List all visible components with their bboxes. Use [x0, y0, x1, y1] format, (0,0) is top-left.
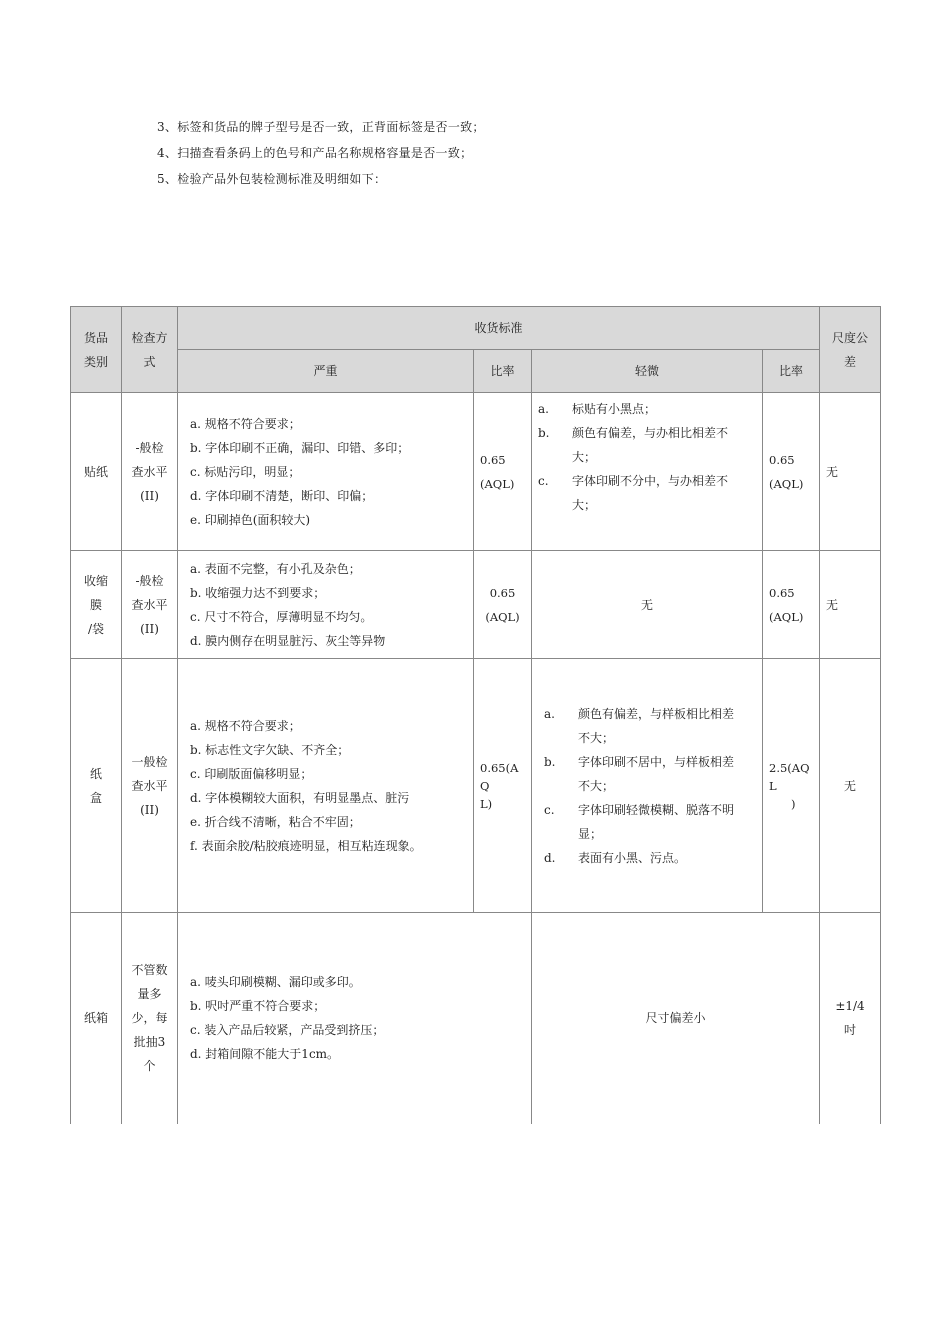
row-severe-rate: 0.65(A Q L)	[474, 659, 532, 913]
header-standard: 收货标准	[178, 307, 820, 350]
row-category: 贴纸	[71, 393, 122, 551]
row-severe-list: a. 唛头印刷模糊、漏印或多印。 b. 呎吋严重不符合要求； c. 装入产品后较紧，产品受到挤压； d. 封箱间隙不能大于1cm。	[178, 913, 532, 1124]
header-tolerance: 尺度公 差	[820, 307, 881, 393]
table-row	[71, 393, 881, 551]
row-method: 一般检 查水平 (II)	[122, 659, 178, 913]
row-category: 纸 盒	[71, 659, 122, 913]
intro-line-5: 5、检验产品外包装检测标准及明细如下：	[157, 172, 387, 186]
row-method: -般检 查水平 (II)	[122, 393, 178, 551]
table-row	[71, 659, 881, 913]
row-severe-list: a. 表面不完整，有小孔及杂色； b. 收缩强力达不到要求； c. 尺寸不符合，厚薄明显不均匀。 d. 膜内侧存在明显脏污、灰尘等异物	[178, 551, 474, 659]
inspection-table	[70, 306, 880, 1124]
row-tolerance: ±1/4 吋	[820, 913, 881, 1124]
header-method: 检查方 式	[122, 307, 178, 393]
intro-text	[157, 114, 485, 192]
header-minor: 轻微	[532, 350, 763, 393]
row-minor-text: 无	[532, 551, 763, 659]
row-category: 收缩 膜 /袋	[71, 551, 122, 659]
intro-line-3: 3、标签和货品的牌子型号是否一致，正背面标签是否一致；	[157, 120, 485, 134]
row-method: 不管数 量多 少，每 批抽3 个	[122, 913, 178, 1124]
row-tolerance: 无	[820, 393, 881, 551]
row-tolerance: 无	[820, 551, 881, 659]
row-minor-list: a. 标贴有小黑点； b. 颜色有偏差，与办相比相差不 大； c. 字体印刷不分中，与办相差不 大；	[532, 393, 763, 551]
row-tolerance: 无	[820, 659, 881, 913]
header-rate-2: 比率	[763, 350, 820, 393]
row-category: 纸箱	[71, 913, 122, 1124]
intro-line-4: 4、扫描查看条码上的色号和产品名称规格容量是否一致；	[157, 146, 473, 160]
row-severe-list: a. 规格不符合要求； b. 字体印刷不正确，漏印、印错、多印； c. 标贴污印，明显； d. 字体印刷不清楚，断印、印偏； e. 印刷掉色(面积较大)	[178, 393, 474, 551]
table-row	[71, 551, 881, 659]
row-minor-list: a. 颜色有偏差，与样板相比相差 不大； b. 字体印刷不居中，与样板相差 不大； c. 字体印刷轻微模糊、脱落不明 显； d. 表面有小黑、污点。	[532, 659, 763, 913]
table-row	[71, 913, 881, 1124]
header-rate: 比率	[474, 350, 532, 393]
row-minor-text: 尺寸偏差小	[532, 913, 820, 1124]
row-severe-rate: 0.65 (AQL)	[474, 393, 532, 551]
header-category: 货品 类别	[71, 307, 122, 393]
row-severe-list: a. 规格不符合要求； b. 标志性文字欠缺、不齐全； c. 印刷版面偏移明显； d. 字体模糊较大面积，有明显墨点、脏污 e. 折合线不清晰，粘合不牢固； f. 表面余胶/粘胶痕迹明显，相互粘连现象。	[178, 659, 474, 913]
row-minor-rate: 2.5(AQ L )	[763, 659, 820, 913]
row-severe-rate: 0.65 (AQL)	[474, 551, 532, 659]
header-severe: 严重	[178, 350, 474, 393]
row-method: -般检 查水平 (II)	[122, 551, 178, 659]
row-minor-rate: 0.65 (AQL)	[763, 551, 820, 659]
row-minor-rate: 0.65 (AQL)	[763, 393, 820, 551]
